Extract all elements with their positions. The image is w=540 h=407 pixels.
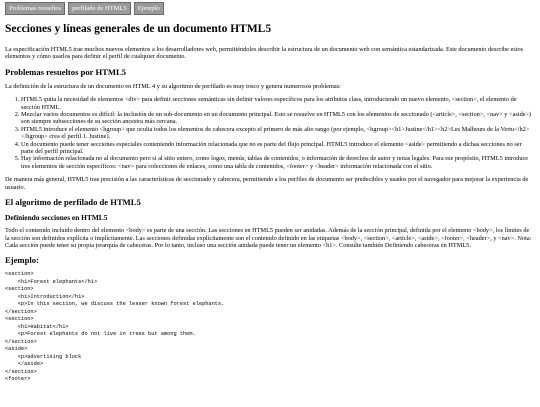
algorithm-subheading: Definiendo secciones en HTML5 (5, 213, 108, 223)
tab-problemas-resueltos[interactable]: Problemas resueltos (5, 2, 65, 15)
tab-perfilado-html5[interactable]: perfilado de HTML5 (68, 2, 131, 15)
list-item: 1. HTML5 quita la necesidad de elementos <div> para definir secciones semánticas sin definir valores específicos para los atributos class, introduciendo un nuevo elemento, <section>, el elemento de sección HTML. (21, 96, 535, 111)
problems-closing: De manera más general, HTML5 trae precisión a las características de seccionado y cabecera, permitiendo a los perfiles de documento ser predecibles y usados por el navegador para mejorar la experiencia de usuario. (5, 176, 529, 191)
list-item: 5. Hay información relacionada no al documento pero si al sitio entero, como logos, menús, tablas de contenidos, o información de derechos de autor y notas legales. Para ese propósito, HTML5 introduce tres elementos de sección específicos: <nav> para colecciones de enlaces, como una tabla de contenidos, <footer> y <header> información relacionada con el sitio. (21, 155, 535, 170)
problems-lead: La definición de la estructura de un documento en HTML 4 y su algoritmo de perfilado es muy tosco y genera numerosos problemas: (5, 82, 341, 90)
page-title: Secciones y líneas generales de un documento HTML5 (5, 23, 272, 35)
intro-paragraph: La especificación HTML5 trae muchos nuevos elementos a los desarrolladores web, permitiéndoles describir la estructura de un documento web con semántica estandarizada. Este documento describe estos elementos y cómo usarlos para definir el perfil de cualquier documento. (5, 46, 524, 61)
tab-ejemplo[interactable]: Ejemplo (134, 2, 164, 15)
list-item: 3. HTML5 introduce el elemento <hgroup> que oculta todos los elementos de cabecera excepto el primero de más alto rango (por ejemplo, <hgroup><h1>Justine</h1><h2>Les Malheurs de la Vertu</h2></hgroup> crea el perfil 1. Justine). (21, 126, 535, 141)
list-item: 2. Mezclar varios documentos es difícil: la inclusión de un sub-documento en un documento principal. Esto se resuelve en HTML5 con los elementos de seccionado (<article>, <section>, <nav> y <aside>) son siempre subsecciones de su sección ancestra más cercana. (21, 111, 535, 126)
list-item: 4. Un documento puede tener secciones especiales conteniendo información relacionada que no es parte del flujo principal. HTML5 introduce el elemento <aside> permitiendo a dichas secciones no ser parte del perfil principal. (21, 141, 535, 156)
example-heading: Ejemplo: (5, 255, 39, 266)
problems-heading: Problemas resueltos por HTML5 (5, 66, 127, 77)
algorithm-heading: El algoritmo de perfilado de HTML5 (5, 197, 141, 208)
algorithm-text: Todo el contenido incluido dentro del elemento <body> es parte de una sección. Las secciones en HTML5 pueden ser anidadas. Además de la sección principal, definida por el elemento <body>, los límites de la sección son definidos explícita o implícitamente. Las secciones definidas explícitamente son el contenido definido en las etiquetas <body>, <section>, <article>, <aside>, <footer>, <header>, y <nav>. Nota: Cada sección puede tener su propia jerarquía de cabeceras. Por lo tanto, incluso una sección anidada puede tener un elemento <h1>. Consulte también Definiendo cabeceras en HTML5. (5, 227, 532, 249)
tab-bar (5, 2, 535, 15)
example-code: <section> <h1>Forest elephants</h1> <section> <h1>Introduction</h1> <p>In this section, we discuss the lesser known forest elephants. </section> <section> <h1>Habitat</h1> <p>Forest elephants do not live in trees but among them. </section> <aside> <p>advertising block </aside> </section> <footer> (5, 271, 225, 383)
problems-list (5, 96, 535, 170)
page (0, 2, 540, 384)
